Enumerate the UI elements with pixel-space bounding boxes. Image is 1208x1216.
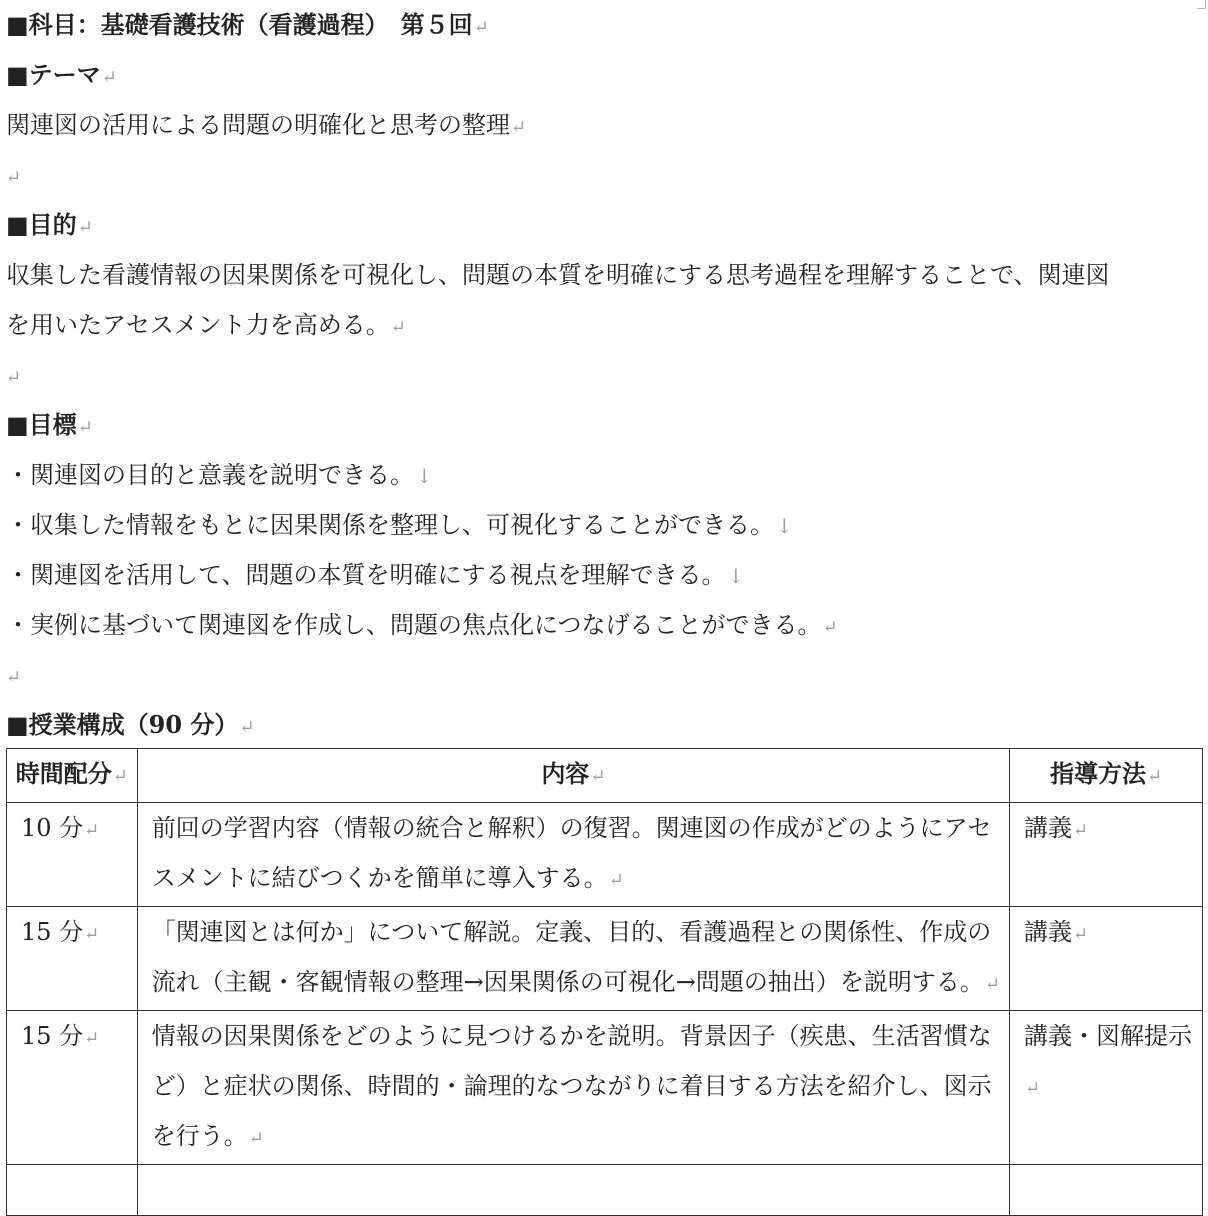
table-row [7,907,1203,1011]
subject-heading: ■科目：基礎看護技術（看護過程） 第５回↵ [6,10,489,39]
header-method: 指導方法↵ [1010,749,1203,803]
cell-method: 講義↵ [1010,907,1203,1011]
header-time: 時間配分↵ [7,749,138,803]
paragraph-mark: ↵ [473,17,489,38]
cell-time: 15 分↵ [7,907,138,1011]
goal-item: ・関連図の目的と意義を説明できる。 ↓ [6,461,433,489]
theme-heading: ■テーマ↵ [6,60,117,89]
class-structure-table [6,748,1203,1216]
document-body [6,0,1204,750]
purpose-text-line1: 収集した看護情報の因果関係を可視化し、問題の本質を明確にする思考過程を理解することで、関連図 [6,261,1110,289]
cell-time: 15 分↵ [7,1011,138,1165]
purpose-text-line2: を用いたアセスメント力を高める。↵ [6,311,406,339]
theme-text: 関連図の活用による問題の明確化と思考の整理↵ [6,111,527,139]
cell-content: 前回の学習内容（情報の統合と解釈）の復習。関連図の作成がどのようにアセスメントに結びつくかを簡単に導入する。↵ [137,803,1009,907]
empty-paragraph: ↵ [6,167,22,188]
table-row [7,1011,1203,1165]
cell-content: 情報の因果関係をどのように見つけるかを説明。背景因子（疾患、生活習慣など）と症状の関係、時間的・論理的なつながりに着目する方法を紹介し、図示を行う。↵ [137,1011,1009,1165]
purpose-heading: ■目的↵ [6,210,93,239]
cell-method: 講義・図解提示↵ [1010,1011,1203,1165]
empty-paragraph: ↵ [6,367,22,388]
structure-heading: ■授業構成（90 分）↵ [6,710,255,739]
header-content: 内容↵ [137,749,1009,803]
goal-item: ・実例に基づいて関連図を作成し、問題の焦点化につなげることができる。↵ [6,611,838,639]
goals-heading: ■目標↵ [6,410,93,439]
goal-item: ・収集した情報をもとに因果関係を整理し、可視化することができる。 ↓ [6,511,793,539]
goal-item: ・関連図を活用して、問題の本質を明確にする視点を理解できる。 ↓ [6,561,745,589]
empty-paragraph: ↵ [6,667,22,688]
table-header-row [7,749,1203,803]
cell-content: 「関連図とは何か」について解説。定義、目的、看護過程との関係性、作成の流れ（主観・客観情報の整理→因果関係の可視化→問題の抽出）を説明する。↵ [137,907,1009,1011]
cell-method: 講義↵ [1010,803,1203,907]
table-row [7,803,1203,907]
cell-time: 10 分↵ [7,803,138,907]
